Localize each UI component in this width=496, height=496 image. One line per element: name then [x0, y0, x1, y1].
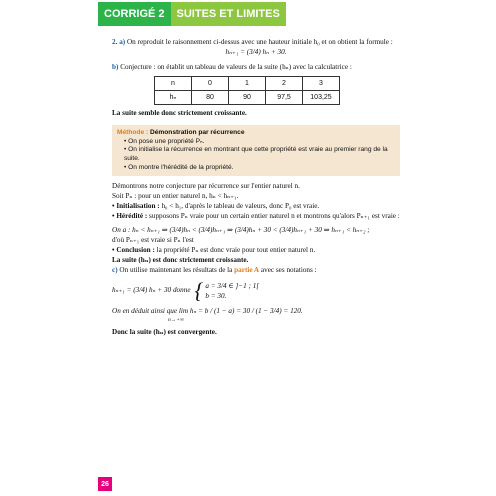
q2c-limit-sub: n→+∞ [168, 317, 184, 324]
proof-dou: d'où Pₙ₊₁ est vraie si Pₙ l'est [112, 236, 194, 245]
q2c-label: c) [112, 265, 118, 274]
q2a-text: On reproduit le raisonnement ci-dessus avec une hauteur initiale h₀ et on obtient la formule : [125, 38, 393, 46]
proof-pn: Soit Pₙ : pour un entier naturel n, hₙ < hₙ₊₁. [112, 191, 239, 200]
method-box [112, 125, 400, 176]
q2b-conclusion: La suite semble donc strictement croissante. [112, 109, 247, 118]
brace-line-a: a = 3/4 ∈ ]−1 ; 1[ [205, 282, 260, 291]
proof-conclusion [112, 246, 400, 256]
table-cell: 1 [229, 77, 266, 91]
table-cell: n [155, 77, 192, 91]
proof-init [112, 202, 400, 212]
init-text: h₀ < h₁, d'après le tableau de valeurs, donc P₀ est vraie. [159, 201, 320, 210]
q2c-text-before: On utilise maintenant les résultats de la [117, 265, 235, 274]
chapter-subtitle: SUITES ET LIMITES [171, 2, 286, 26]
proof-hered [112, 212, 400, 222]
init-label: • Initialisation : [112, 201, 160, 210]
q2a-label: 2. a) [112, 38, 126, 46]
list-item: • On montre l'hérédité de la propriété. [124, 164, 395, 173]
concl-label: • Conclusion : [112, 245, 155, 254]
hered-text: supposons Pₙ vraie pour un certain entier naturel n et montrons qu'alors Pₙ₊₁ est vraie : [147, 211, 400, 220]
q2c-formula-left: hₙ₊₁ = (3/4) hₙ + 30 donne [112, 286, 191, 295]
q2b-label: b) [112, 62, 119, 71]
table-cell: 0 [192, 77, 229, 91]
table-cell: 80 [192, 91, 229, 105]
q2c-brace [195, 280, 260, 302]
proof-chain: On a : hₙ < hₙ₊₁ ⇒ (3/4)hₙ < (3/4)hₙ₊₁ ⇒ (3/4)hₙ + 30 < (3/4)hₙ₊₁ + 30 ⇒ hₙ₊₁ < hₙ₊₂ ; [112, 226, 370, 235]
page-number: 26 [98, 477, 112, 491]
q2c-system [112, 280, 400, 302]
method-list [117, 138, 395, 172]
hered-label: • Hérédité : [112, 211, 148, 220]
list-item: • On pose une propriété Pₙ. [124, 138, 395, 147]
values-table [154, 76, 340, 105]
q2a-paragraph [112, 38, 400, 48]
brace-line-b: b = 30. [205, 292, 227, 301]
table-cell: 97,5 [266, 91, 303, 105]
table-cell: 3 [303, 77, 340, 91]
proof-final: La suite (hₙ) est donc strictement croissante. [112, 255, 249, 264]
concl-text: la propriété Pₙ est donc vraie pour tout entier naturel n. [154, 245, 316, 254]
q2a-formula: hₙ₊₁ = (3/4) hₙ + 30. [225, 47, 287, 56]
q2c-paragraph [112, 266, 400, 276]
q2b-text: Conjecture : on établit un tableau de valeurs de la suite (hₙ) avec la calculatrice : [118, 62, 352, 71]
brace-lines [205, 281, 259, 301]
method-label: Méthode : [117, 129, 149, 137]
table-cell: 103,25 [303, 91, 340, 105]
q2b-paragraph [112, 63, 400, 73]
q2c-final: Donc la suite (hₙ) est convergente. [112, 328, 217, 337]
proof-intro: Démontrons notre conjecture par récurrence sur l'entier naturel n. [112, 182, 300, 191]
q2c-part-link: partie A [234, 265, 260, 274]
chapter-label: CORRIGÉ 2 [98, 2, 171, 26]
chapter-header [98, 2, 286, 26]
method-title-text: Démonstration par récurrence [148, 129, 245, 137]
list-item: • On initialise la récurrence en montrant que cette propriété est vraie au premier rang de la suite. [124, 146, 395, 163]
page [98, 0, 404, 496]
table-cell: 2 [266, 77, 303, 91]
table-row [155, 91, 340, 105]
table-cell: 90 [229, 91, 266, 105]
content [112, 38, 400, 338]
brace-symbol: { [194, 278, 204, 304]
table-row [155, 77, 340, 91]
q2c-text-after: avec ses notations : [259, 265, 317, 274]
table-cell: hₙ [155, 91, 192, 105]
method-title [117, 129, 395, 138]
q2c-limit: On en déduit ainsi que lim hₙ = b / (1 − a) = 30 / (1 − 3/4) = 120. [112, 307, 303, 316]
